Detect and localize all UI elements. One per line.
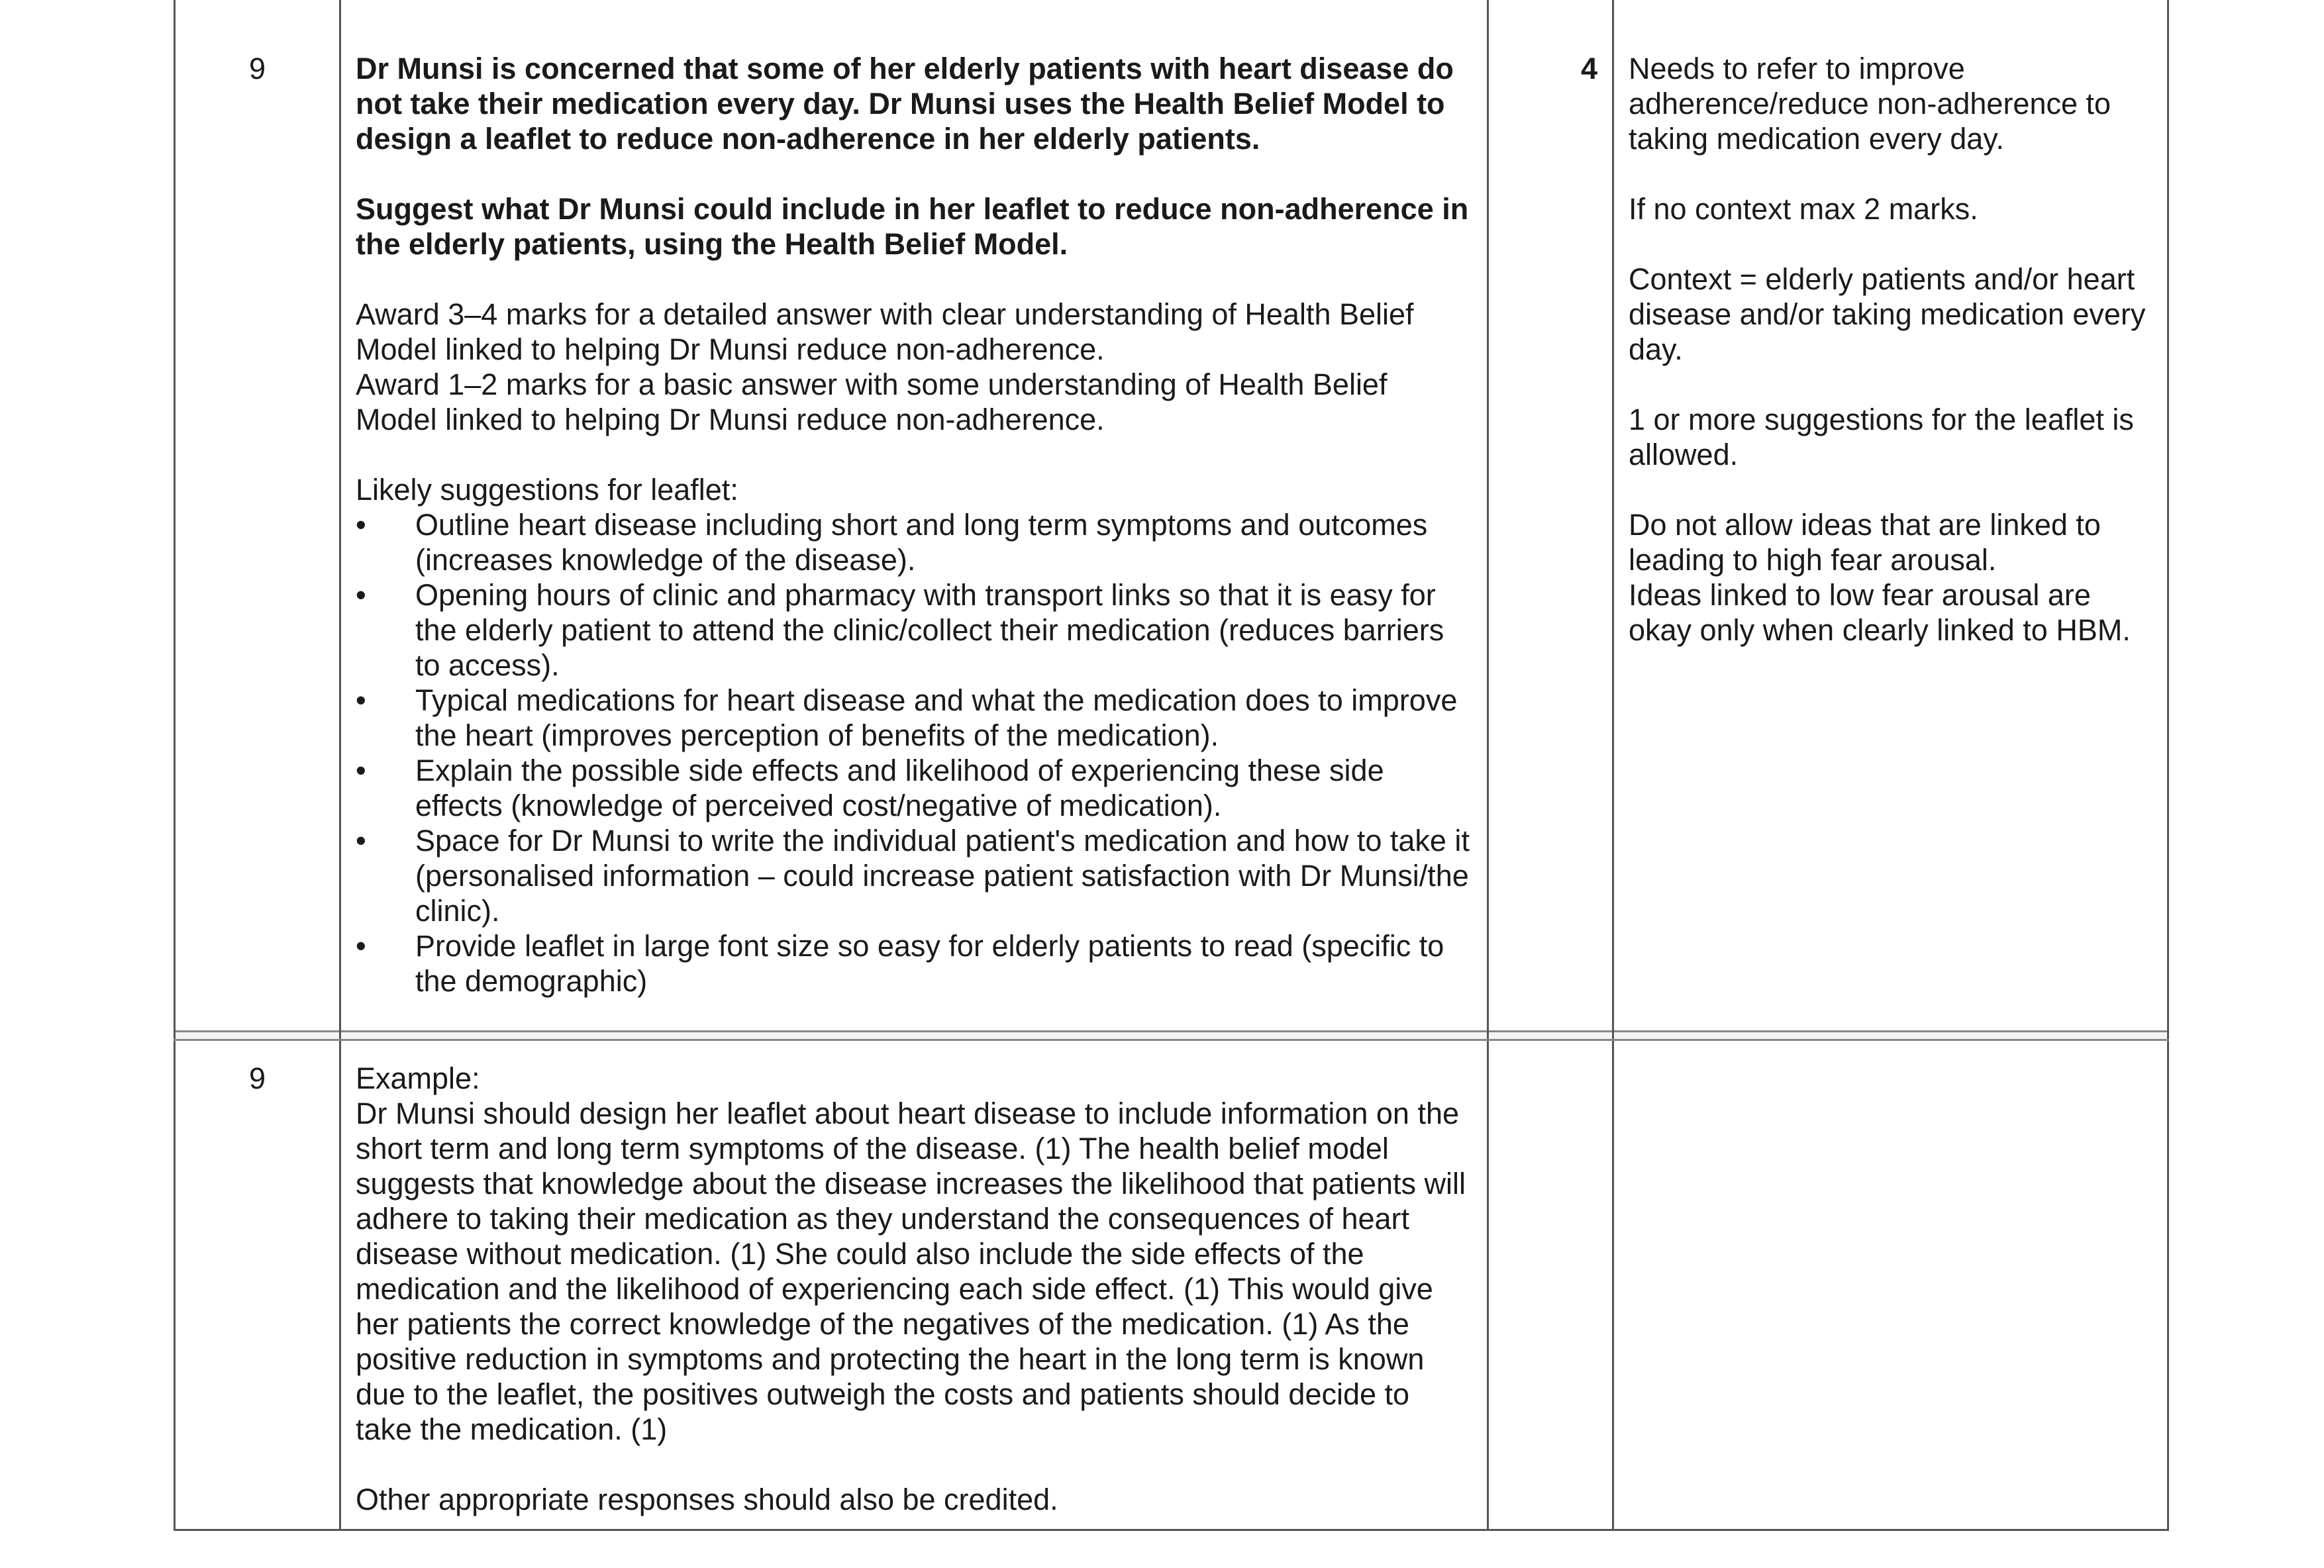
suggestion-text: Opening hours of clinic and pharmacy with transport links so that it is easy for the elderly patient to attend the clinic/collect their medication (reduces barriers to access). <box>415 578 1444 682</box>
question-number: 9 <box>248 52 266 85</box>
bullet-icon: • <box>356 754 366 787</box>
bullet-icon: • <box>356 824 366 858</box>
bullet-icon: • <box>356 578 366 612</box>
marks-value: 4 <box>1580 52 1597 85</box>
suggestion-text: Space for Dr Munsi to write the individual patient's medication and how to take it (personalised information – could increase patient satisfaction with Dr Munsi/the clinic). <box>415 824 1470 928</box>
guidance-line: Do not allow ideas that are linked to leading to high fear arousal. <box>1629 508 2101 577</box>
marks-cell <box>1488 1040 1613 1530</box>
guidance-line: If no context max 2 marks. <box>1629 192 1978 226</box>
list-item <box>356 823 1472 928</box>
suggestions-list <box>356 507 1472 999</box>
list-item <box>356 683 1472 753</box>
award-criteria-high: Award 3–4 marks for a detailed answer with clear understanding of Health Belief Model linked to helping Dr Munsi reduce non-adherence. <box>356 297 1414 366</box>
bullet-icon: • <box>356 683 366 717</box>
suggestions-heading: Likely suggestions for leaflet: <box>356 473 738 507</box>
row-separator <box>175 1032 2168 1040</box>
guidance-line: Needs to refer to improve adherence/reduce non-adherence to taking medication every day. <box>1629 52 2111 156</box>
list-item <box>356 507 1472 577</box>
question-number: 9 <box>248 1061 266 1095</box>
guidance-cell <box>1613 0 2168 1032</box>
marks-cell <box>1488 0 1613 1032</box>
guidance-line: Context = elderly patients and/or heart disease and/or taking medication every day. <box>1629 262 2146 366</box>
table-row <box>175 1040 2168 1530</box>
suggestion-text: Typical medications for heart disease and what the medication does to improve the heart (improves perception of benefits of the medication). <box>415 683 1458 752</box>
example-label: Example: <box>356 1061 480 1095</box>
question-stem: Dr Munsi is concerned that some of her elderly patients with heart disease do not take their medication every day. Dr Munsi uses the Health Belief Model to design a leaflet to reduce non-adherence in her elderly patients. <box>356 52 1454 156</box>
suggestion-text: Provide leaflet in large font size so easy for elderly patients to read (specific to the demographic) <box>415 929 1444 998</box>
suggestion-text: Outline heart disease including short and long term symptoms and outcomes (increases knowledge of the disease). <box>415 508 1428 577</box>
suggestion-text: Explain the possible side effects and likelihood of experiencing these side effects (knowledge of perceived cost/negative of medication). <box>415 754 1384 822</box>
example-answer: Dr Munsi should design her leaflet about heart disease to include information on the short term and long term symptoms of the disease. (1) The health belief model suggests that knowledge about the disease increases the likelihood that patients will adhere to taking their medication as they understand the consequences of heart disease without medication. (1) She could also include the side effects of the medication and the likelihood of experiencing each side effect. (1) This would give her patients the correct knowledge of the negatives of the medication. (1) As the positive reduction in symptoms and protecting the heart in the long term is known due to the leaflet, the positives outweigh the costs and patients should decide to take the medication. (1) <box>356 1097 1466 1446</box>
marks-value <box>1489 1041 1612 1092</box>
guidance-line: 1 or more suggestions for the leaflet is allowed. <box>1629 403 2134 471</box>
award-criteria-low: Award 1–2 marks for a basic answer with some understanding of Health Belief Model linked to helping Dr Munsi reduce non-adherence. <box>356 368 1388 436</box>
guidance-line: Ideas linked to low fear arousal are okay only when clearly linked to HBM. <box>1629 578 2131 647</box>
list-item <box>356 577 1472 683</box>
guidance-text <box>1614 1041 2167 1092</box>
answer-cell <box>340 1040 1488 1530</box>
mark-scheme-table <box>174 0 2169 1531</box>
list-item <box>356 928 1472 999</box>
guidance-cell <box>1613 1040 2168 1530</box>
list-item <box>356 753 1472 823</box>
table-row <box>175 0 2168 1032</box>
closing-note: Other appropriate responses should also be credited. <box>356 1483 1058 1516</box>
answer-cell <box>340 0 1488 1032</box>
question-number-cell <box>175 0 340 1032</box>
bullet-icon: • <box>356 508 366 542</box>
bullet-icon: • <box>356 929 366 963</box>
question-command: Suggest what Dr Munsi could include in her leaflet to reduce non-adherence in the elderly patients, using the Health Belief Model. <box>356 192 1469 261</box>
question-number-cell <box>175 1040 340 1530</box>
